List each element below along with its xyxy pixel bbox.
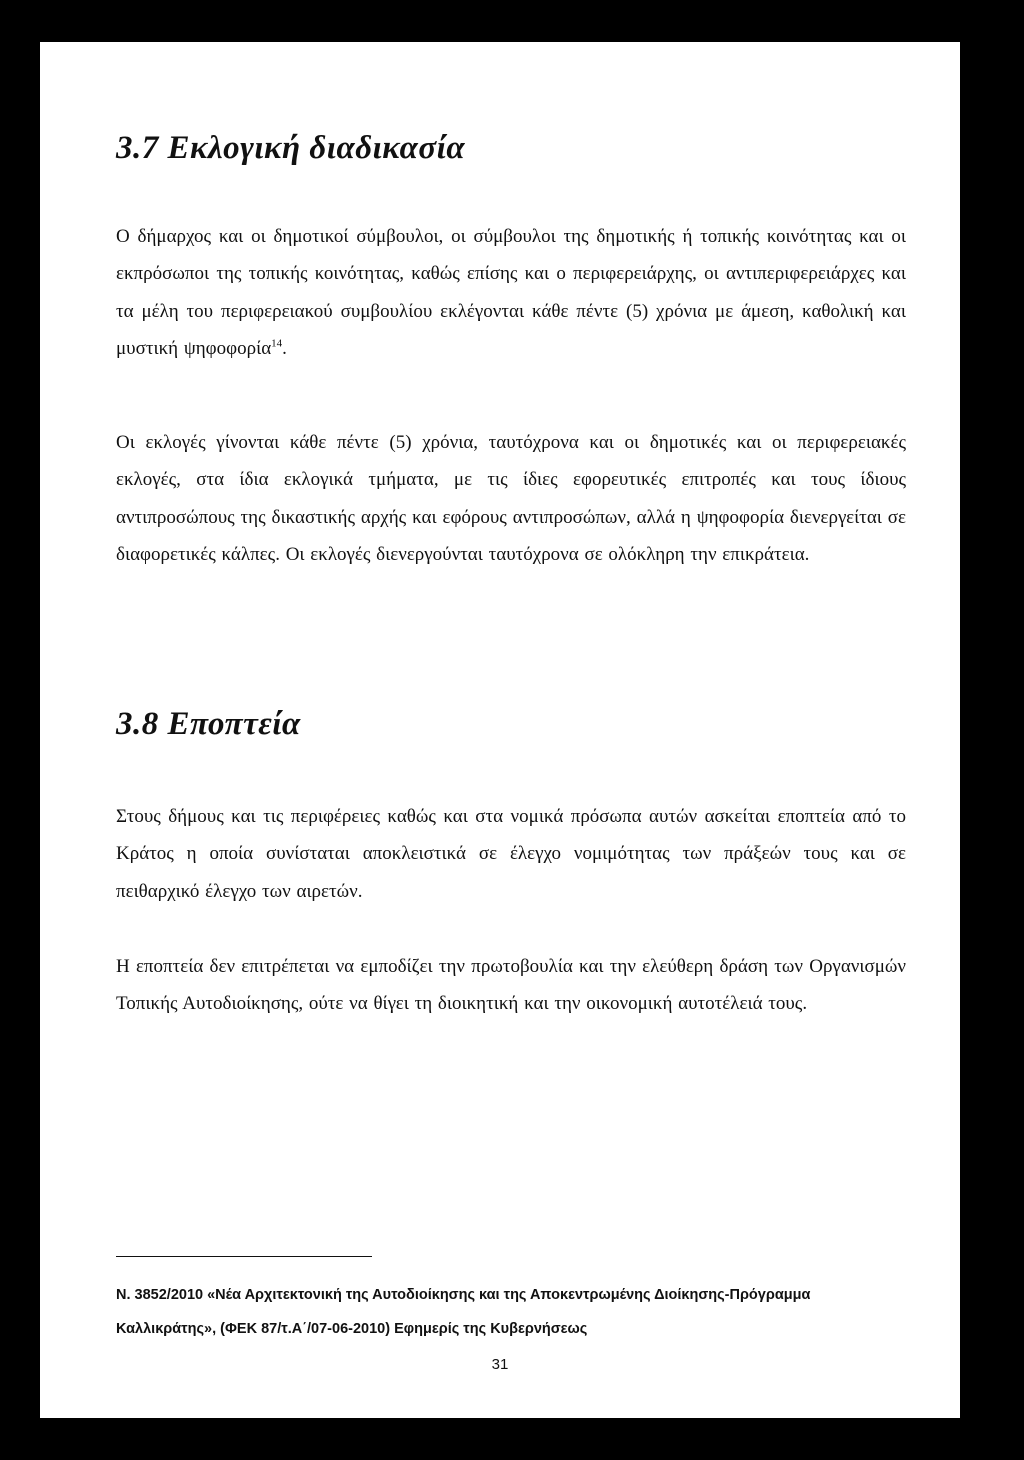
paragraph-state-supervision: Στους δήμους και τις περιφέρειες καθώς και στα νομικά πρόσωπα αυτών ασκείται εποπτεία από το Κράτος η οποία συνίσταται αποκλειστικά σε έλεγχο νομιμότητας των πράξεών τους και σε πειθαρχικό έλεγχο των αιρετών. — [116, 806, 906, 902]
section-heading-electoral-process: 3.7 Εκλογική διαδικασία — [116, 130, 466, 166]
section-heading-supervision: 3.8 Εποπτεία — [116, 706, 301, 742]
paragraph-supervision-limits: Η εποπτεία δεν επιτρέπεται να εμποδίζει την πρωτοβουλία και την ελεύθερη δράση των Οργανισμών Τοπικής Αυτοδιοίκησης, ούτε να θίγει τη διοικητική και την οικονομική αυτοτέλειά τους. — [116, 956, 906, 1015]
paragraph-end-punctuation: . — [282, 338, 287, 360]
paragraph-election-schedule: Οι εκλογές γίνονται κάθε πέντε (5) χρόνια, ταυτόχρονα και οι δημοτικές και οι περιφερειακές εκλογές, στα ίδια εκλογικά τμήματα, με τις ίδιες εφορευτικές επιτροπές και τους ίδιους αντιπροσώπους της δικαστικής αρχής και εφόρους αντιπροσώπων, αλλά η ψηφοφορία διενεργείται σε διαφορετικές κάλπες. Οι εκλογές διενεργούνται ταυτόχρονα σε ολόκληρη την επικράτεια. — [116, 432, 906, 566]
footnote-reference[interactable]: 14 — [271, 337, 283, 350]
paragraph-text: Ο δήμαρχος και οι δημοτικοί σύμβουλοι, οι σύμβουλοι της δημοτικής ή τοπικής κοινότητας και οι εκπρόσωποι της τοπικής κοινότητας, καθώς επίσης και ο περιφερειάρχης, οι αντιπεριφερειάρχες και τα μέλη του περιφερειακού συμβουλίου εκλέγονται κάθε πέντε (5) χρόνια με άμεση, καθολική και μυστική ψηφοφορία — [116, 226, 906, 360]
footnote-14 — [116, 1278, 906, 1346]
document-page — [40, 42, 960, 1418]
page-number: 31 — [491, 1356, 509, 1373]
footnote-divider — [116, 1256, 372, 1257]
paragraph-electoral-bodies — [116, 218, 906, 368]
footnote-text: Ν. 3852/2010 «Νέα Αρχιτεκτονική της Αυτοδιοίκησης και της Αποκεντρωμένης Διοίκησης-Πρόγραμμα Καλλικράτης», (ΦΕΚ 87/τ.Α΄/07-06-2010) Εφημερίς της Κυβερνήσεως — [116, 1287, 811, 1337]
